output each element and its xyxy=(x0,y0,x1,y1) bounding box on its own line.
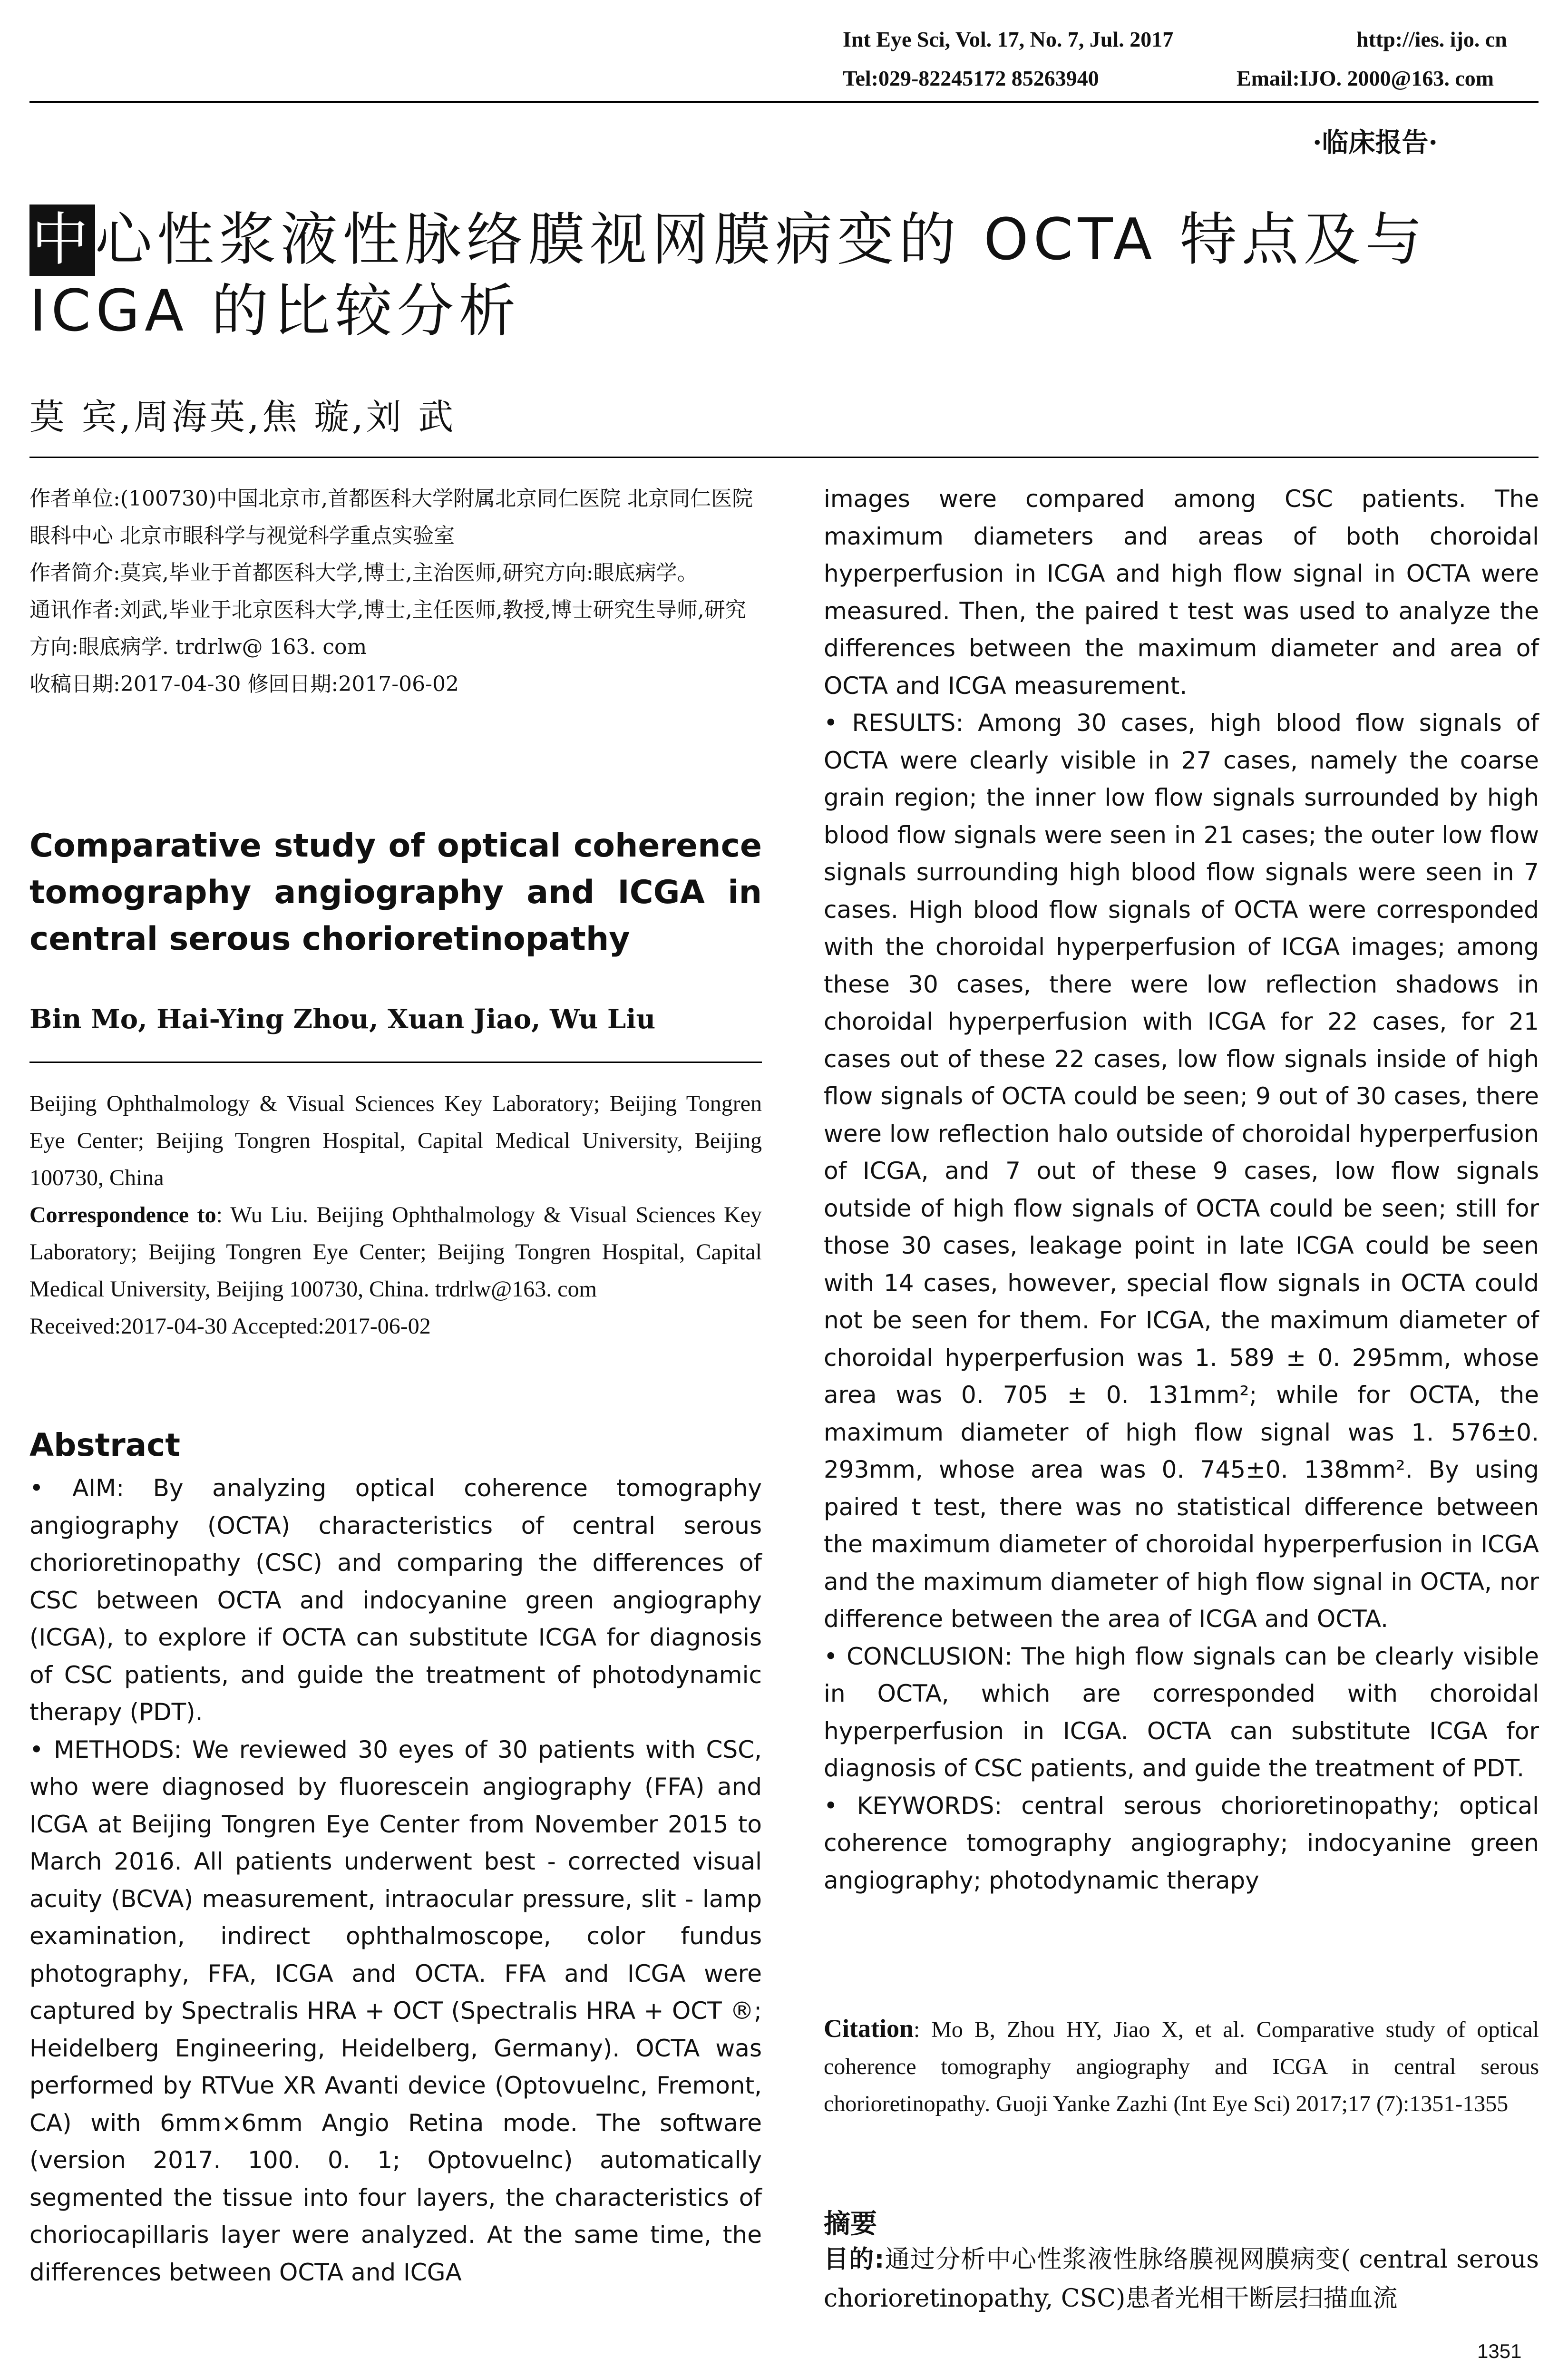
citation-text: : Mo B, Zhou HY, Jiao X, et al. Comparative study of optical coherence tomography angiography and ICGA in central serous chorioretinopathy. Guoji Yanke Zazhi (Int Eye Sci) 2017;17 (7):1351-1355 xyxy=(824,2017,1539,2116)
authors-rule xyxy=(29,457,1539,458)
section-label: ·临床报告· xyxy=(1313,127,1438,158)
abstract-results: • RESULTS: Among 30 cases, high blood flow signals of OCTA were clearly visible in 27 cases, namely the coarse grain region; the inner low flow signals surrounded by high blood flow signals were seen in 21 cases; the outer low flow signals surrounding high blood flow signals were seen in 7 cases. High blood flow signals of OCTA were corresponded with the choroidal hyperperfusion of ICGA images; among these 30 cases, there were low reflection shadows in choroidal hyperperfusion with ICGA for 22 cases, for 21 cases out of these 22 cases, low flow signals inside of high flow signals of OCTA could be seen; 9 out of 30 cases, there were low reflection halo outside of choroidal hyperperfusion of ICGA, and 7 out of these 9 cases, low flow signals outside of high flow signals of OCTA could be seen; still for those 30 cases, leakage point in late ICGA could be seen with 14 cases, however, special flow signals in OCTA could not be seen for them. For ICGA, the maximum diameter of choroidal hyperperfusion was 1. 589 ± 0. 295mm, whose area was 0. 705 ± 0. 131mm²; while for OCTA, the maximum diameter of high flow signal was 1. 576±0. 293mm, whose area was 0. 745±0. 138mm². By using paired t test, there was no statistical difference between the maximum diameter of choroidal hyperperfusion in ICGA and the maximum diameter of high flow signal in OCTA, nor difference between the area of ICGA and OCTA. xyxy=(824,709,1539,1633)
journal-email[interactable]: Email:IJO. 2000@163. com xyxy=(1237,66,1494,90)
affiliation-cn: 作者单位:(100730)中国北京市,首都医科大学附属北京同仁医院 北京同仁医院眼科中心 北京市眼科学与视觉科学重点实验室 xyxy=(29,487,753,548)
english-affiliation: Beijing Ophthalmology & Visual Sciences Key Laboratory; Beijing Tongren Eye Center; Beijing Tongren Hospital, Capital Medical University, Beijing 100730, China xyxy=(29,1091,762,1190)
abstract-conclusion: • CONCLUSION: The high flow signals can be clearly visible in OCTA, which are corresponded with choroidal hyperperfusion in ICGA. OCTA can substitute ICGA for diagnosis of CSC patients, and guide the treatment of PDT. xyxy=(824,1642,1539,1782)
bio-cn: 作者简介:莫宾,毕业于首都医科大学,博士,主治医师,研究方向:眼底病学。 xyxy=(29,561,698,585)
zhaiyao-label: 目的: xyxy=(824,2245,885,2274)
abstract-right xyxy=(824,480,1539,1899)
english-dates: Received:2017-04-30 Accepted:2017-06-02 xyxy=(29,1314,431,1339)
title-first-char: 中 xyxy=(29,205,95,276)
zhaiyao-text: 通过分析中心性浆液性脉络膜视网膜病变( central serous chorioretinopathy, CSC)患者光相干断层扫描血流 xyxy=(824,2245,1539,2313)
correspondence-label: Correspondence to xyxy=(29,1202,216,1227)
abstract-left xyxy=(29,1470,762,2291)
header-rule xyxy=(29,101,1539,103)
abstract-heading: Abstract xyxy=(29,1427,180,1463)
title-rest: 心性浆液性脉络膜视网膜病变的 OCTA 特点及与 ICGA 的比较分析 xyxy=(29,207,1427,344)
journal-tel: Tel:029-82245172 85263940 xyxy=(843,66,1099,90)
correspondence-cn: 通讯作者:刘武,毕业于北京医科大学,博士,主任医师,教授,博士研究生导师,研究方向:眼底病学. trdrlw@ 163. com xyxy=(29,598,746,659)
citation-label: Citation xyxy=(824,2014,914,2043)
english-affiliation-block xyxy=(29,1085,762,1345)
english-title: Comparative study of optical coherence tomography angiography and ICGA in central serous chorioretinopathy xyxy=(29,827,762,958)
page-number: 1351 xyxy=(1477,2340,1522,2362)
correspondence-text: : Wu Liu. Beijing Ophthalmology & Visual Sciences Key Laboratory; Beijing Tongren Eye Center; Beijing Tongren Hospital, Capital Medical University, Beijing 100730, China. trdrlw@163. com xyxy=(29,1202,762,1302)
abstract-methods: • METHODS: We reviewed 30 eyes of 30 patients with CSC, who were diagnosed by fluorescein angiography (FFA) and ICGA at Beijing Tongren Eye Center from November 2015 to March 2016. All patients underwent best - corrected visual acuity (BCVA) measurement, intraocular pressure, slit - lamp examination, indirect ophthalmoscope, color fundus photography, FFA, ICGA and OCTA. FFA and ICGA were captured by Spectralis HRA + OCT (Spectralis HRA + OCT ®; Heidelberg Engineering, Heidelberg, Germany). OCTA was performed by RTVue XR Avanti device (Optovuelnc, Fremont, CA) with 6mm×6mm Angio Retina mode. The software (version 2017. 100. 0. 1; Optovuelnc) automatically segmented the tissue into four layers, the characteristics of choriocapillaris layer were analyzed. At the same time, the differences between OCTA and ICGA xyxy=(29,1735,762,2286)
zhaiyao-heading: 摘要 xyxy=(824,2209,877,2240)
journal-citation-header: Int Eye Sci, Vol. 17, No. 7, Jul. 2017 xyxy=(843,27,1174,51)
zhaiyao-body xyxy=(824,2240,1539,2318)
dates-cn: 收稿日期:2017-04-30 修回日期:2017-06-02 xyxy=(29,672,459,696)
abstract-aim: • AIM: By analyzing optical coherence tomography angiography (OCTA) characteristics of central serous chorioretinopathy (CSC) and comparing the differences of CSC between OCTA and indocyanine green angiography (ICGA), to explore if OCTA can substitute ICGA for diagnosis of CSC patients, and guide the treatment of photodynamic therapy (PDT). xyxy=(29,1474,762,1726)
english-authors: Bin Mo, Hai-Ying Zhou, Xuan Jiao, Wu Liu xyxy=(29,1003,656,1035)
author-info-cn xyxy=(29,480,762,703)
english-authors-rule xyxy=(29,1062,762,1063)
abstract-methods-cont: images were compared among CSC patients. The maximum diameters and areas of both choroidal hyperperfusion in ICGA and high flow signal in OCTA were measured. Then, the paired t test was used to analyze the differences between the maximum diameter and area of OCTA and ICGA measurement. xyxy=(824,485,1539,700)
article-title xyxy=(29,205,1542,347)
abstract-keywords: • KEYWORDS: central serous chorioretinopathy; optical coherence tomography angiography; indocyanine green angiography; photodynamic therapy xyxy=(824,1792,1539,1894)
journal-url[interactable]: http://ies. ijo. cn xyxy=(1356,27,1507,51)
english-correspondence xyxy=(29,1197,762,1308)
citation xyxy=(824,2010,1539,2123)
authors-chinese: 莫 宾,周海英,焦 璇,刘 武 xyxy=(29,397,457,438)
